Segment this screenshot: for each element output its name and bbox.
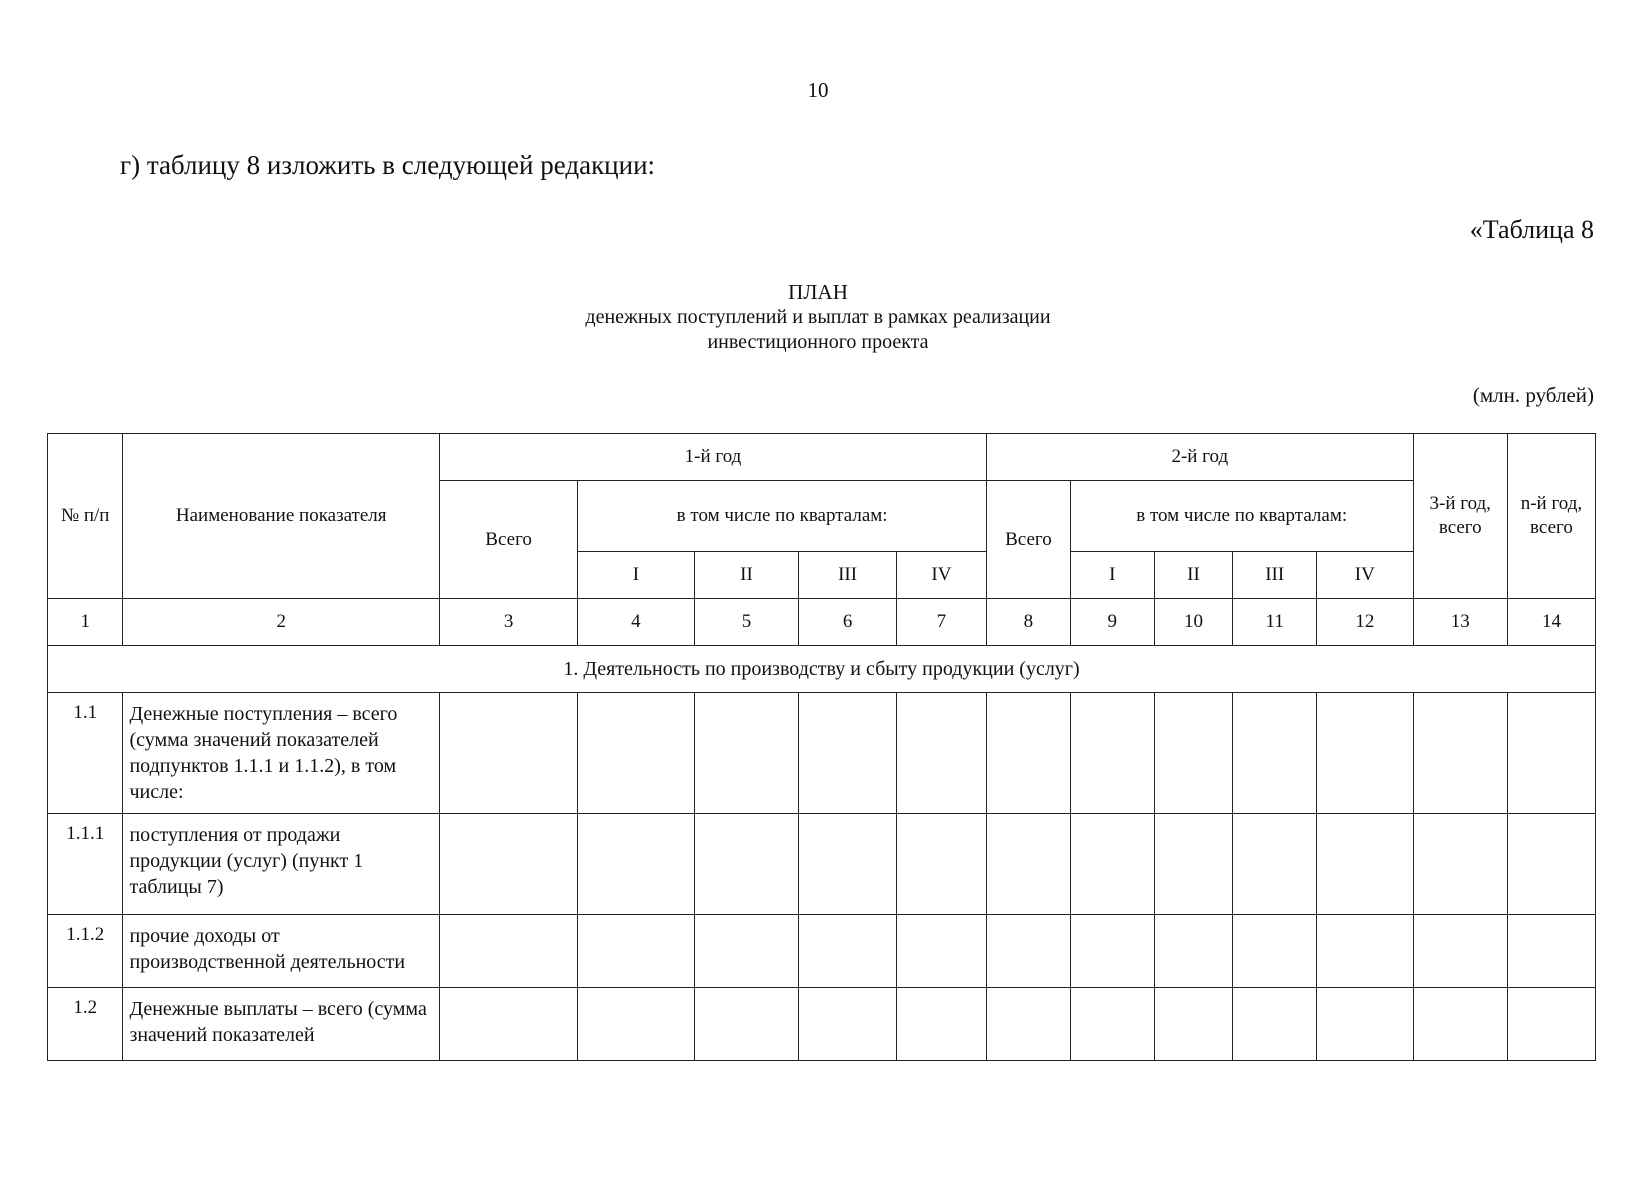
- data-cell: [1154, 693, 1233, 814]
- column-number: 13: [1413, 599, 1507, 646]
- header-year2-q1: I: [1070, 552, 1154, 599]
- column-number: 12: [1317, 599, 1413, 646]
- data-cell: [1507, 915, 1595, 988]
- data-cell: [578, 814, 694, 915]
- data-cell: [896, 988, 986, 1061]
- row-name: Денежные выплаты – всего (сумма значений показателей: [123, 988, 439, 1061]
- data-cell: [1317, 915, 1413, 988]
- data-cell: [578, 693, 694, 814]
- data-cell: [1317, 814, 1413, 915]
- data-cell: [1317, 693, 1413, 814]
- data-cell: [1317, 988, 1413, 1061]
- data-cell: [1154, 988, 1233, 1061]
- data-cell: [1233, 693, 1317, 814]
- row-number: 1.1.1: [48, 814, 123, 915]
- header-year2-q3: III: [1233, 552, 1317, 599]
- units-label: (млн. рублей): [1472, 383, 1594, 407]
- data-cell: [1070, 988, 1154, 1061]
- row-name: прочие доходы от производственной деятельности: [123, 915, 439, 988]
- data-cell: [1154, 915, 1233, 988]
- section-row: [48, 646, 1596, 693]
- page-number: 10: [807, 78, 829, 102]
- data-cell: [1070, 814, 1154, 915]
- header-year1-by-quarters: в том числе по кварталам:: [578, 481, 987, 552]
- column-numbers-row: [48, 599, 1596, 646]
- column-number: 11: [1233, 599, 1317, 646]
- data-cell: [1507, 988, 1595, 1061]
- data-cell: [987, 814, 1071, 915]
- column-number: 1: [48, 599, 123, 646]
- header-year1-q2: II: [694, 552, 799, 599]
- data-cell: [987, 693, 1071, 814]
- plan-table: [47, 433, 1596, 1061]
- data-cell: [1413, 814, 1507, 915]
- data-cell: [1154, 814, 1233, 915]
- header-year1-total: Всего: [439, 481, 577, 599]
- plan-title-line2: денежных поступлений и выплат в рамках реализации: [585, 306, 1051, 328]
- data-cell: [799, 693, 896, 814]
- header-year1-q1: I: [578, 552, 694, 599]
- column-number: 3: [439, 599, 577, 646]
- header-year2: 2-й год: [987, 434, 1414, 481]
- data-cell: [987, 988, 1071, 1061]
- data-cell: [987, 915, 1071, 988]
- data-cell: [439, 693, 577, 814]
- data-cell: [799, 915, 896, 988]
- row-number: 1.1: [48, 693, 123, 814]
- plan-title-main: ПЛАН: [788, 280, 848, 304]
- header-year2-by-quarters: в том числе по кварталам:: [1070, 481, 1413, 552]
- table-row: [48, 915, 1596, 988]
- data-cell: [694, 814, 799, 915]
- header-yearn: n-й год, всего: [1507, 434, 1595, 599]
- data-cell: [439, 915, 577, 988]
- data-cell: [1413, 693, 1507, 814]
- data-cell: [1507, 814, 1595, 915]
- column-number: 5: [694, 599, 799, 646]
- row-name: Денежные поступления – всего (сумма значений показателей подпунктов 1.1.1 и 1.1.2), в том числе:: [123, 693, 439, 814]
- data-cell: [1413, 988, 1507, 1061]
- data-cell: [799, 814, 896, 915]
- data-cell: [578, 988, 694, 1061]
- column-number: 14: [1507, 599, 1595, 646]
- header-year1: 1-й год: [439, 434, 986, 481]
- row-number: 1.1.2: [48, 915, 123, 988]
- column-number: 8: [987, 599, 1071, 646]
- table-row: [48, 693, 1596, 814]
- section-title: 1. Деятельность по производству и сбыту продукции (услуг): [48, 646, 1596, 693]
- data-cell: [896, 693, 986, 814]
- header-year1-q3: III: [799, 552, 896, 599]
- data-cell: [439, 814, 577, 915]
- header-name: Наименование показателя: [123, 434, 439, 599]
- table-label: «Таблица 8: [1469, 215, 1594, 244]
- column-number: 7: [896, 599, 986, 646]
- data-cell: [694, 693, 799, 814]
- column-number: 6: [799, 599, 896, 646]
- table-row: [48, 988, 1596, 1061]
- data-cell: [1233, 988, 1317, 1061]
- plan-title: [0, 280, 1636, 355]
- data-cell: [1070, 693, 1154, 814]
- data-cell: [1233, 915, 1317, 988]
- column-number: 4: [578, 599, 694, 646]
- data-cell: [1070, 915, 1154, 988]
- data-cell: [896, 915, 986, 988]
- data-cell: [1507, 693, 1595, 814]
- column-number: 10: [1154, 599, 1233, 646]
- table-row: [48, 814, 1596, 915]
- data-cell: [1413, 915, 1507, 988]
- column-number: 2: [123, 599, 439, 646]
- data-cell: [578, 915, 694, 988]
- plan-title-line3: инвестиционного проекта: [707, 331, 929, 353]
- row-number: 1.2: [48, 988, 123, 1061]
- column-number: 9: [1070, 599, 1154, 646]
- row-name: поступления от продажи продукции (услуг) (пункт 1 таблицы 7): [123, 814, 439, 915]
- intro-text: г) таблицу 8 изложить в следующей редакции:: [120, 150, 656, 180]
- header-year3: 3-й год, всего: [1413, 434, 1507, 599]
- data-cell: [799, 988, 896, 1061]
- data-cell: [1233, 814, 1317, 915]
- data-cell: [694, 915, 799, 988]
- header-year1-q4: IV: [896, 552, 986, 599]
- data-cell: [694, 988, 799, 1061]
- data-cell: [896, 814, 986, 915]
- header-row-1: [48, 434, 1596, 481]
- header-num: № п/п: [48, 434, 123, 599]
- header-year2-q2: II: [1154, 552, 1233, 599]
- header-year2-q4: IV: [1317, 552, 1413, 599]
- data-cell: [439, 988, 577, 1061]
- header-year2-total: Всего: [987, 481, 1071, 599]
